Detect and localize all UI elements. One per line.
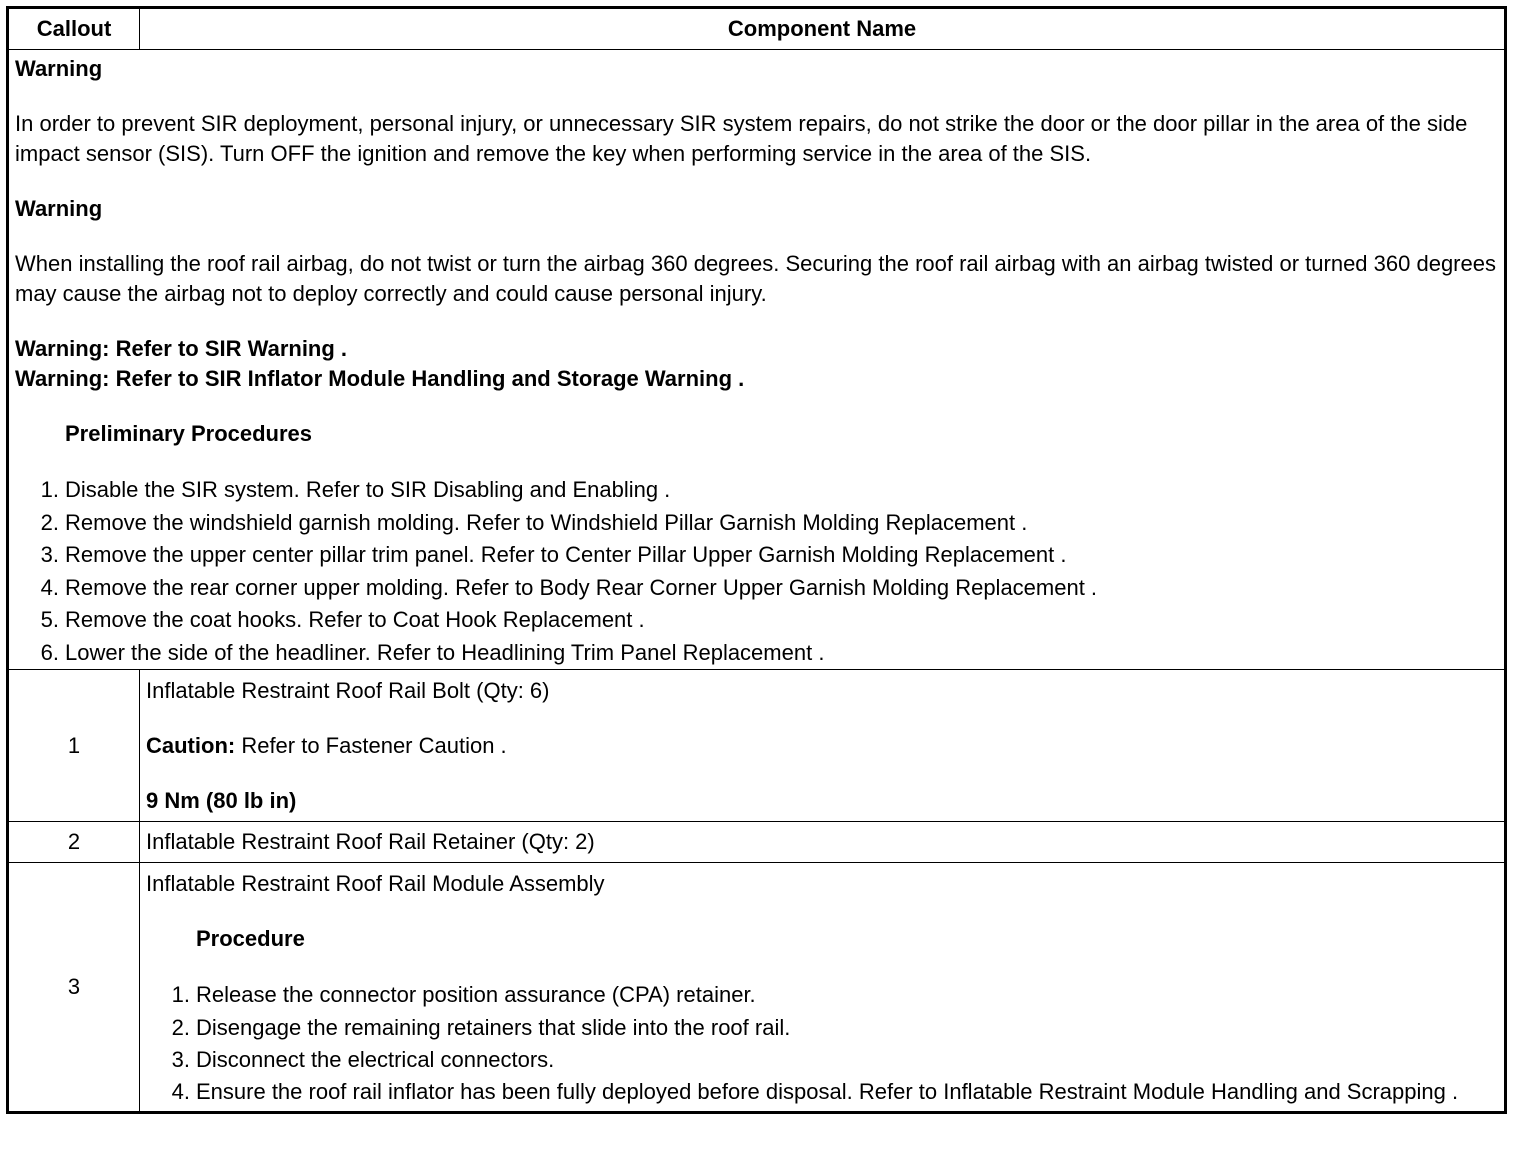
step-text[interactable]: Remove the coat hooks. Refer to Coat Hook Replacement .	[65, 607, 645, 632]
step-text: Release the connector position assurance (CPA) retainer.	[196, 982, 756, 1007]
preliminary-steps-list	[15, 474, 1498, 669]
step-text: Disconnect the electrical connectors.	[196, 1047, 555, 1072]
callout-header: Callout	[8, 8, 140, 50]
preliminary-procedures-title: Preliminary Procedures	[65, 421, 313, 446]
list-item	[146, 1012, 1498, 1045]
caution-note	[146, 731, 1498, 761]
warning-text: When installing the roof rail airbag, do not twist or turn the airbag 360 degrees. Securing the roof rail airbag with an airbag twisted or turned 360 degrees may cause the airbag not to deploy correctly and could cause personal injury.	[15, 251, 1496, 306]
header-row	[8, 8, 1506, 50]
sir-warning-link[interactable]: Warning: Refer to SIR Warning .	[15, 336, 348, 361]
list-item	[15, 539, 1498, 572]
warning-text: In order to prevent SIR deployment, personal injury, or unnecessary SIR system repairs, do not strike the door or the door pillar in the area of the side impact sensor (SIS). Turn OFF the ignition and remove the key when performing service in the area of the SIS.	[15, 111, 1468, 166]
step-number: 2.	[40, 509, 59, 535]
step-number: 2.	[171, 1014, 190, 1040]
step-number: 4.	[40, 574, 59, 600]
step-number: 3.	[40, 542, 59, 567]
step-text[interactable]: Remove the upper center pillar trim panel. Refer to Center Pillar Upper Garnish Molding Replacement .	[65, 542, 1067, 567]
warning-title: Warning	[15, 196, 103, 221]
component-cell	[140, 822, 1506, 863]
components-table	[6, 6, 1507, 1114]
step-text[interactable]: Disable the SIR system. Refer to SIR Disabling and Enabling .	[65, 477, 671, 502]
step-text[interactable]: Ensure the roof rail inflator has been fully deployed before disposal. Refer to Inflatable Restraint Module Handling and Scrapping .	[196, 1078, 1459, 1104]
procedure-steps-list	[146, 979, 1498, 1107]
intro-cell	[8, 50, 1506, 670]
callout-number: 3	[8, 863, 140, 1113]
component-name: Inflatable Restraint Roof Rail Module Assembly	[146, 871, 605, 896]
callout-number: 1	[8, 670, 140, 822]
component-name: Inflatable Restraint Roof Rail Retainer (Qty: 2)	[146, 829, 595, 854]
component-name-header: Component Name	[140, 8, 1506, 50]
inflator-warning-link[interactable]: Warning: Refer to SIR Inflator Module Handling and Storage Warning .	[15, 366, 745, 391]
procedure-title: Procedure	[196, 926, 305, 951]
list-item	[15, 507, 1498, 540]
warning-title: Warning	[15, 56, 103, 81]
list-item	[15, 604, 1498, 637]
component-cell	[140, 863, 1506, 1113]
step-text[interactable]: Remove the windshield garnish molding. Refer to Windshield Pillar Garnish Molding Replacement .	[65, 509, 1028, 535]
step-number: 5.	[40, 607, 59, 632]
step-number: 4.	[171, 1078, 190, 1104]
callout-number: 2	[8, 822, 140, 863]
caution-label: Caution:	[146, 733, 236, 758]
list-item	[146, 1044, 1498, 1077]
list-item	[15, 572, 1498, 605]
list-item	[146, 979, 1498, 1012]
step-text[interactable]: Remove the rear corner upper molding. Refer to Body Rear Corner Upper Garnish Molding Replacement .	[65, 574, 1098, 600]
table-row	[8, 822, 1506, 863]
list-item	[15, 474, 1498, 507]
intro-row	[8, 50, 1506, 670]
step-text[interactable]: Lower the side of the headliner. Refer to Headlining Trim Panel Replacement .	[65, 639, 825, 665]
step-number: 3.	[171, 1047, 190, 1072]
component-cell	[140, 670, 1506, 822]
step-number: 1.	[40, 477, 59, 502]
caution-text[interactable]: Refer to Fastener Caution .	[235, 733, 507, 758]
step-number: 1.	[171, 982, 190, 1007]
component-name: Inflatable Restraint Roof Rail Bolt (Qty: 6)	[146, 678, 550, 703]
table-row	[8, 670, 1506, 822]
list-item	[15, 637, 1498, 670]
torque-spec: 9 Nm (80 lb in)	[146, 788, 297, 813]
list-item	[146, 1077, 1498, 1107]
step-number: 6.	[40, 639, 59, 665]
table-row	[8, 863, 1506, 1113]
step-text: Disengage the remaining retainers that slide into the roof rail.	[196, 1014, 791, 1040]
